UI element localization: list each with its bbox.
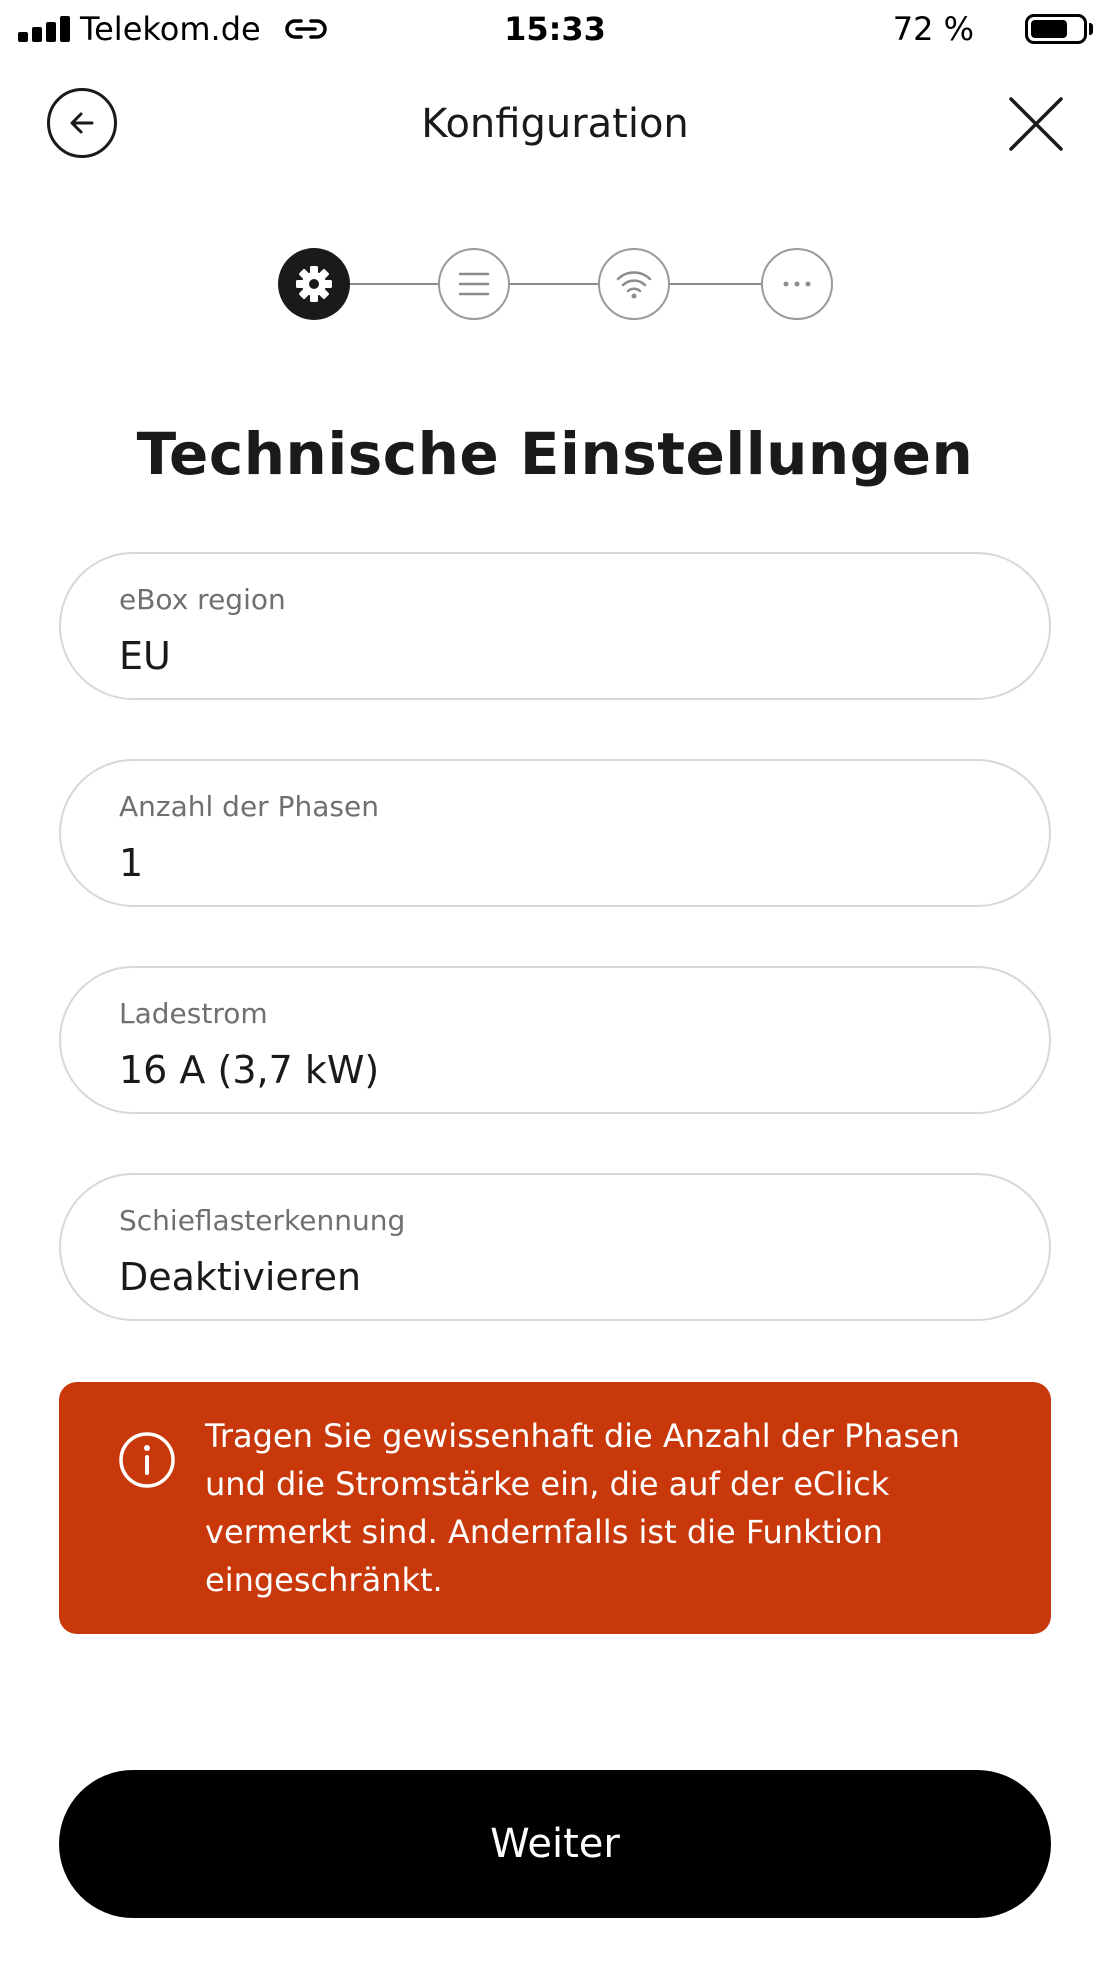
page-title: Technische Einstellungen [136, 420, 974, 488]
field-value: EU [119, 634, 171, 678]
phase-count-select[interactable] [59, 759, 1051, 907]
field-value: 16 A (3,7 kW) [119, 1048, 380, 1092]
battery-percentage: 72 % [892, 10, 974, 48]
more-dots-icon [775, 262, 819, 306]
step-wifi [598, 248, 670, 320]
clock: 15:33 [504, 10, 606, 48]
field-label: Ladestrom [119, 997, 268, 1030]
field-value: Deaktivieren [119, 1255, 362, 1299]
ebox-region-select[interactable] [59, 552, 1051, 700]
unbalanced-load-detection-select[interactable] [59, 1173, 1051, 1321]
field-label: Schieflasterkennung [119, 1204, 406, 1237]
list-icon [454, 264, 494, 304]
step-more [761, 248, 833, 320]
gear-icon [291, 261, 337, 307]
warning-banner [59, 1382, 1051, 1634]
battery-level-fill [1031, 20, 1067, 38]
field-value: 1 [119, 841, 144, 885]
stepper-connector [510, 283, 598, 285]
info-icon [117, 1430, 177, 1490]
battery-icon [1025, 14, 1087, 44]
field-label: Anzahl der Phasen [119, 790, 379, 823]
battery-nub [1089, 23, 1093, 35]
warning-text: Tragen Sie gewissenhaft die Anzahl der Phasen und die Stromstärke ein, die auf der eClick vermerkt sind. Andernfalls ist die Funktion eingeschränkt. [205, 1417, 960, 1599]
header-title: Konfiguration [421, 101, 689, 147]
status-bar [0, 0, 1110, 62]
step-details [438, 248, 510, 320]
close-button[interactable] [1005, 93, 1067, 155]
stepper-connector [670, 283, 761, 285]
progress-stepper [278, 248, 833, 320]
wifi-icon [612, 262, 656, 306]
carrier-name: Telekom.de [80, 10, 261, 48]
step-settings [278, 248, 350, 320]
stepper-connector [350, 283, 438, 285]
continue-button[interactable]: Weiter [59, 1770, 1051, 1918]
field-label: eBox region [119, 583, 286, 616]
charging-current-select[interactable] [59, 966, 1051, 1114]
